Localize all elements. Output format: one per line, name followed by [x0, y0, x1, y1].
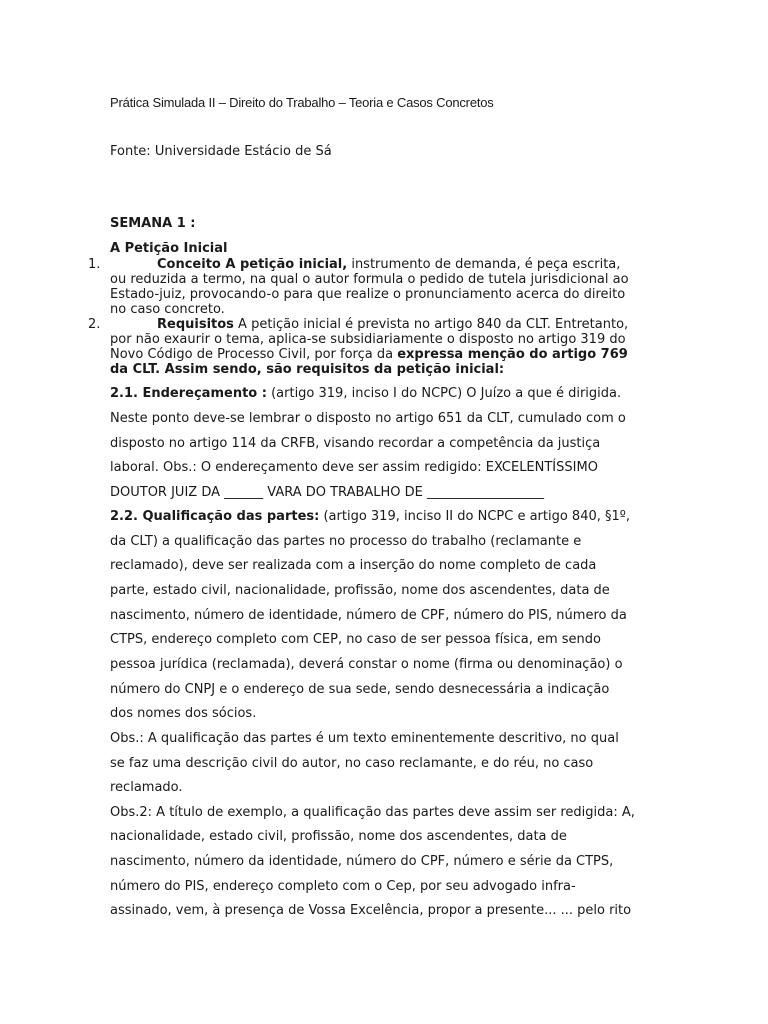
week-heading: SEMANA 1 :	[110, 216, 196, 231]
s22-first-line	[110, 509, 630, 524]
item1-first-line	[110, 257, 620, 272]
item2-line3-bold: expressa menção do artigo 769	[397, 347, 628, 362]
s22-line: CTPS, endereço completo com CEP, no caso de ser pessoa física, em sendo	[110, 632, 601, 647]
item2-line: da CLT. Assim sendo, são requisitos da petição inicial:	[110, 362, 505, 377]
item2-first-line	[110, 317, 628, 332]
s22-line: parte, estado civil, nacionalidade, profissão, nome dos ascendentes, data de	[110, 583, 610, 598]
s22-line: pessoa jurídica (reclamada), deverá constar o nome (firma ou denominação) o	[110, 657, 623, 672]
item1-bold: Conceito A petição inicial,	[157, 257, 348, 272]
s22-line: número do CNPJ e o endereço de sua sede, sendo desnecessária a indicação	[110, 682, 610, 697]
s21-first-line	[110, 386, 621, 401]
s22-line: Obs.: A qualificação das partes é um texto eminentemente descritivo, no qual	[110, 731, 619, 746]
item1-line: ou reduzida a termo, na qual o autor formula o pedido de tutela jurisdicional ao	[110, 272, 629, 287]
section-heading: A Petição Inicial	[110, 241, 228, 256]
s22-bold: 2.2. Qualificação das partes:	[110, 509, 320, 524]
s21-line: DOUTOR JUIZ DA ______ VARA DO TRABALHO DE __________________	[110, 485, 545, 500]
s22-line: dos nomes dos sócios.	[110, 706, 257, 721]
s22-line: da CLT) a qualificação das partes no processo do trabalho (reclamante e	[110, 534, 582, 549]
s21-line: Neste ponto deve-se lembrar o disposto no artigo 651 da CLT, cumulado com o	[110, 411, 626, 426]
source-line: Fonte: Universidade Estácio de Sá	[110, 144, 332, 159]
item2-text: A petição inicial é prevista no artigo 840 da CLT. Entretanto,	[233, 317, 629, 332]
s21-bold: 2.1. Endereçamento :	[110, 386, 267, 401]
item2-line	[110, 347, 628, 362]
s22-line: reclamado), deve ser realizada com a inserção do nome completo de cada	[110, 558, 597, 573]
s22-line: nacionalidade, estado civil, profissão, nome dos ascendentes, data de	[110, 829, 567, 844]
s22-line: nascimento, número de identidade, número de CPF, número do PIS, número da	[110, 608, 627, 623]
s21-text: (artigo 319, inciso I do NCPC) O Juízo a que é dirigida.	[266, 386, 622, 401]
s22-line: Obs.2: A título de exemplo, a qualificação das partes deve assim ser redigida: A,	[110, 805, 635, 820]
document-title: Prática Simulada II – Direito do Trabalho – Teoria e Casos Concretos	[110, 95, 494, 110]
item1-text: instrumento de demanda, é peça escrita,	[347, 257, 621, 272]
s22-line: se faz uma descrição civil do autor, no caso reclamante, e do réu, no caso	[110, 756, 594, 771]
list-number-1: 1.	[88, 257, 101, 272]
list-number-2: 2.	[88, 317, 101, 332]
s22-line: assinado, vem, à presença de Vossa Excelência, propor a presente... ... pelo rito	[110, 903, 632, 918]
item2-bold: Requisitos	[157, 317, 234, 332]
s22-line: nascimento, número da identidade, número do CPF, número e série da CTPS,	[110, 854, 614, 869]
s21-line: disposto no artigo 114 da CRFB, visando recordar a competência da justiça	[110, 436, 601, 451]
s22-text: (artigo 319, inciso II do NCPC e artigo 840, §1º,	[319, 509, 631, 524]
s22-line: número do PIS, endereço completo com o Cep, por seu advogado infra-	[110, 879, 576, 894]
item2-line3-normal: Novo Código de Processo Civil, por força da	[110, 347, 398, 362]
item1-line: no caso concreto.	[110, 302, 225, 317]
item1-line: Estado-juiz, provocando-o para que realize o pronunciamento acerca do direito	[110, 287, 626, 302]
s21-line: laboral. Obs.: O endereçamento deve ser assim redigido: EXCELENTÍSSIMO	[110, 460, 598, 475]
s22-line: reclamado.	[110, 780, 183, 795]
item2-line: por não exaurir o tema, aplica-se subsidiariamente o disposto no artigo 319 do	[110, 332, 626, 347]
